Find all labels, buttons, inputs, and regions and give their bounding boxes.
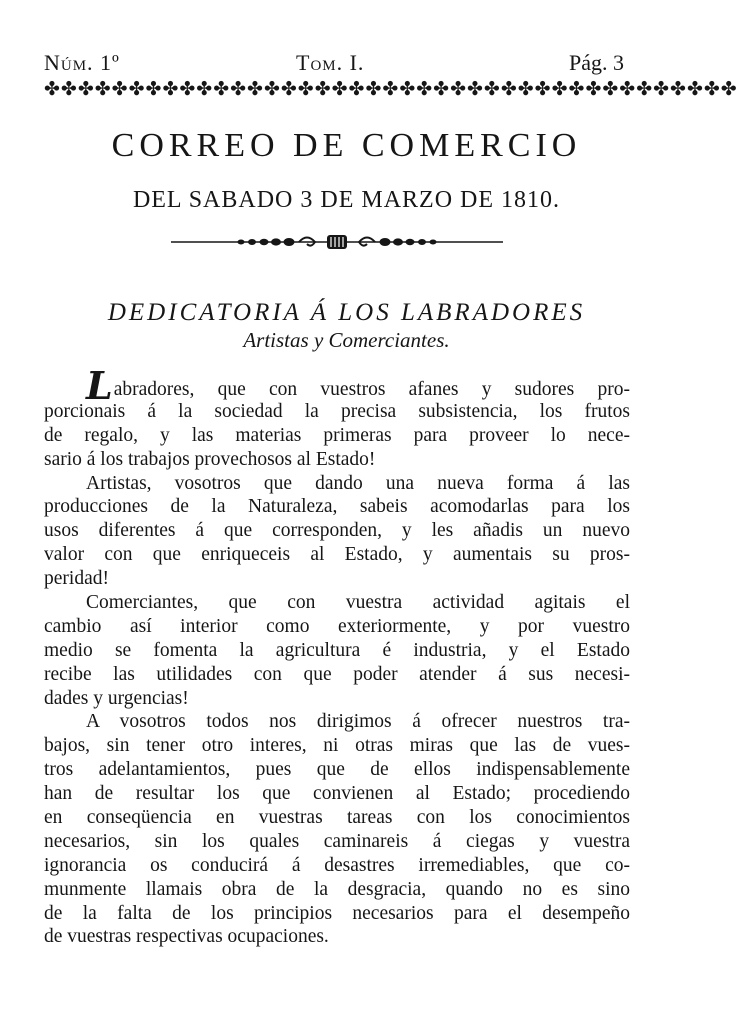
body-line-1-text: abradores, que con vuestros afanes y sudores pro- xyxy=(113,379,630,400)
dedication-title: DEDICATORIA Á LOS LABRADORES xyxy=(107,299,586,326)
body-line-1 xyxy=(44,363,630,408)
body-line: usos diferentes á que corresponden, y les añadis un nuevo xyxy=(44,520,630,542)
body-line: peridad! xyxy=(44,568,109,590)
dateline: DEL SABADO 3 DE MARZO DE 1810. xyxy=(132,187,561,213)
body-line: cambio así interior como exteriormente, y por vuestro xyxy=(44,615,630,637)
newspaper-title: CORREO DE COMERCIO xyxy=(111,127,582,164)
running-header xyxy=(44,50,630,76)
article-body xyxy=(44,363,630,949)
body-line: ignorancia os conducirá á desastres irremediables, que co- xyxy=(44,854,630,876)
body-line: recibe las utilidades con que poder atender á sus necesi- xyxy=(44,663,630,685)
ornament-border: ✤✤✤✤✤✤✤✤✤✤✤✤✤✤✤✤✤✤✤✤✤✤✤✤✤✤✤✤✤✤✤✤✤✤✤✤✤✤✤✤✤ xyxy=(44,78,738,100)
body-line: valor con que enriqueceis al Estado, y aumentais su pros- xyxy=(44,544,630,566)
body-line: medio se fomenta la agricultura é industria, y el Estado xyxy=(44,639,630,661)
body-line: tros adelantamientos, pues que de ellos indispensablemente xyxy=(44,759,630,781)
body-line: en conseqüencia en vuestras tareas con los conocimientos xyxy=(44,807,630,829)
body-line: dades y urgencias! xyxy=(44,687,189,709)
body-line: han de resultar los que convienen al Estado; procediendo xyxy=(44,783,630,805)
body-line: producciones de la Naturaleza, sabeis acomodarlas para los xyxy=(44,496,630,518)
body-line: necesarios, sin los quales caminareis á ciegas y vuestra xyxy=(44,830,630,852)
page-number: Pág. 3 xyxy=(569,50,624,75)
issue-number: Núm. 1º xyxy=(44,50,120,75)
body-line: A vosotros todos nos dirigimos á ofrecer nuestros tra- xyxy=(86,711,630,733)
body-line: Artistas, vosotros que dando una nueva forma á las xyxy=(86,472,630,494)
body-line: sario á los trabajos provechosos al Estado! xyxy=(44,448,376,470)
body-line: munmente llamais obra de la desgracia, quando no es sino xyxy=(44,878,630,900)
body-line: de regalo, y las materias primeras para proveer lo nece- xyxy=(44,424,630,446)
body-line: de la falta de los principios necesarios para el desempeño xyxy=(44,902,630,924)
body-line: bajos, sin tener otro interes, ni otras miras que las de vues- xyxy=(44,735,630,757)
body-line: porcionais á la sociedad la precisa subsistencia, los frutos xyxy=(44,400,630,422)
dedication-subtitle: Artistas y Comerciantes. xyxy=(243,328,450,352)
body-line: Comerciantes, que con vuestra actividad agitais el xyxy=(86,592,630,614)
drop-cap: L xyxy=(86,363,113,408)
ornamental-rule-icon xyxy=(171,232,503,252)
tome-number: Tom. I. xyxy=(296,50,365,75)
body-line: de vuestras respectivas ocupaciones. xyxy=(44,926,329,948)
